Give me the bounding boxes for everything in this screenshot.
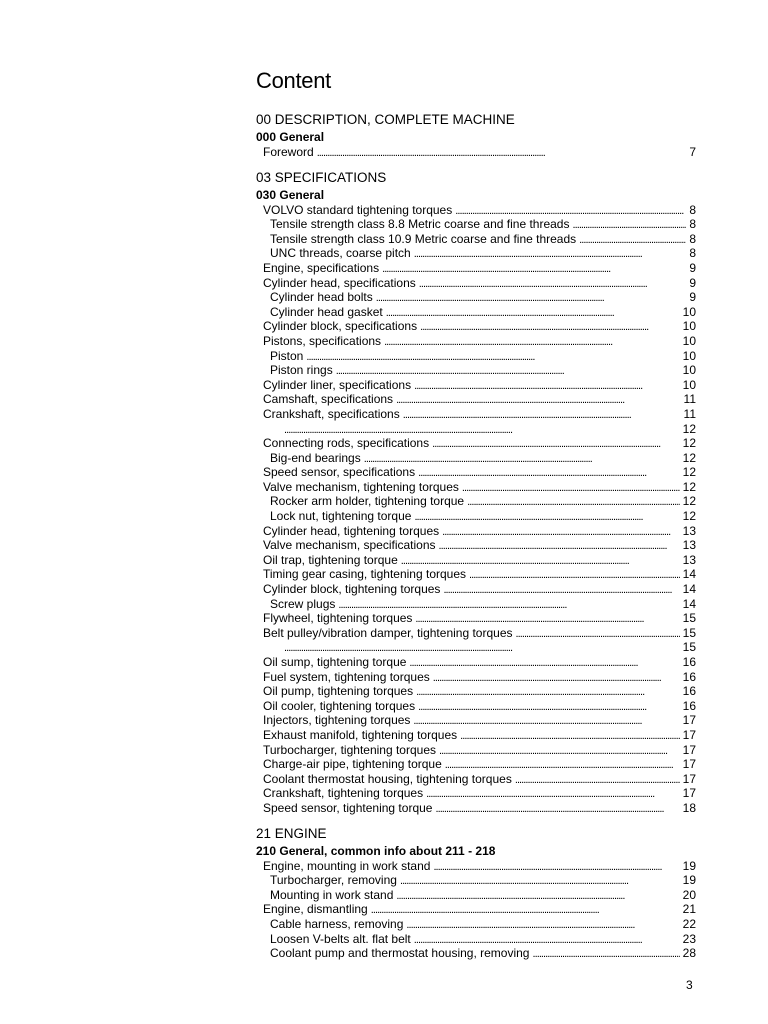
entry-label: Fuel system, tightening torques	[263, 669, 430, 684]
toc-entry[interactable]	[256, 713, 696, 728]
toc-entry[interactable]	[256, 480, 696, 495]
entry-label: Pistons, specifications	[263, 333, 382, 348]
toc-entry[interactable]	[256, 319, 696, 334]
entry-label: Coolant thermostat housing, tightening torques	[263, 771, 512, 786]
dot-leader	[432, 436, 680, 452]
entry-label: Cylinder liner, specifications	[263, 377, 412, 392]
toc-entry[interactable]	[256, 392, 696, 407]
entry-page: 14	[682, 596, 696, 611]
toc-entry[interactable]	[256, 801, 696, 816]
dot-leader	[572, 217, 686, 233]
entry-page: 20	[682, 887, 696, 902]
toc-entry[interactable]	[256, 728, 696, 743]
entry-label: Lock nut, tightening torque	[270, 509, 412, 524]
toc-entry[interactable]	[256, 494, 696, 509]
entry-page: 28	[682, 946, 696, 961]
page-title: Content	[256, 68, 331, 93]
entry-page: 23	[682, 931, 696, 946]
entry-page: 9	[689, 290, 696, 305]
entry-page: 21	[682, 902, 696, 917]
entry-page: 12	[682, 450, 696, 465]
entry-label: Cylinder head bolts	[270, 290, 373, 305]
dot-leader	[414, 509, 679, 525]
toc-entry[interactable]	[256, 246, 696, 261]
entry-page: 12	[682, 465, 696, 480]
entry-page: 8	[689, 231, 696, 246]
entry-label: Connecting rods, specifications	[263, 436, 430, 451]
toc-entry[interactable]	[256, 290, 696, 305]
dot-leader	[384, 334, 680, 350]
entry-page: 10	[682, 377, 696, 392]
toc-entry[interactable]	[256, 524, 696, 539]
toc-entry[interactable]	[256, 305, 696, 320]
entry-label: Cylinder head, tightening torques	[263, 523, 440, 538]
entry-label: UNC threads, coarse pitch	[270, 246, 411, 261]
toc-entry[interactable]	[256, 553, 696, 568]
table-of-contents	[256, 64, 696, 961]
entry-label: Foreword	[263, 145, 314, 159]
entry-label: Crankshaft, tightening torques	[263, 786, 424, 801]
entry-page: 15	[682, 625, 696, 640]
entry-label: Rocker arm holder, tightening torque	[270, 494, 465, 509]
entry-label: Loosen V-belts alt. flat belt	[270, 931, 411, 946]
entry-label: Cable harness, removing	[270, 916, 404, 931]
toc-entry[interactable]	[256, 349, 696, 364]
dot-leader	[579, 232, 686, 248]
toc-entry[interactable]	[256, 626, 696, 641]
entry-page: 15	[682, 611, 696, 626]
entry-page: 12	[682, 436, 696, 451]
toc-entry[interactable]	[256, 684, 696, 699]
entry-page: 9	[689, 260, 696, 275]
toc-entry[interactable]	[256, 422, 696, 437]
toc-entry[interactable]	[256, 932, 696, 947]
entry-page: 10	[682, 333, 696, 348]
entry-label: Speed sensor, specifications	[263, 465, 416, 480]
entry-page: 11	[683, 406, 696, 421]
dot-leader	[284, 422, 680, 438]
toc-entry[interactable]	[256, 888, 696, 903]
toc-entry[interactable]	[256, 436, 696, 451]
dot-leader	[338, 597, 679, 613]
dot-leader	[418, 699, 680, 715]
dot-leader	[433, 859, 679, 875]
entry-page: 13	[682, 538, 696, 553]
toc-entry[interactable]	[256, 902, 696, 917]
dot-leader	[414, 246, 687, 262]
entry-page: 17	[682, 742, 696, 757]
dot-leader	[416, 684, 680, 700]
entry-label: Engine, mounting in work stand	[263, 858, 431, 873]
dot-leader	[415, 611, 679, 627]
dot-leader	[396, 392, 680, 408]
dot-leader	[443, 582, 679, 598]
dot-leader	[382, 261, 686, 277]
entry-label: Piston rings	[270, 363, 333, 378]
entry-label: Engine, dismantling	[263, 902, 368, 917]
entry-page: 14	[682, 567, 696, 582]
entry-page: 13	[682, 552, 696, 567]
entry-label: Valve mechanism, specifications	[263, 538, 436, 553]
toc-section	[256, 168, 696, 816]
toc-entry[interactable]	[256, 859, 696, 874]
toc-entry[interactable]	[256, 145, 696, 160]
dot-leader	[401, 553, 680, 569]
toc-entry[interactable]	[256, 451, 696, 466]
entry-page: 11	[683, 392, 696, 407]
toc-entry[interactable]	[256, 670, 696, 685]
entry-label: Camshaft, specifications	[263, 392, 394, 407]
toc-entry[interactable]	[256, 582, 696, 597]
dot-leader	[419, 276, 687, 292]
entry-label: Timing gear casing, tightening torques	[263, 567, 467, 582]
toc-entry[interactable]	[256, 699, 696, 714]
entry-page: 17	[682, 786, 696, 801]
entry-page: 9	[689, 275, 696, 290]
entry-page: 13	[682, 523, 696, 538]
entry-label: Oil cooler, tightening torques	[263, 698, 416, 713]
dot-leader	[433, 670, 680, 686]
dot-leader	[336, 363, 680, 379]
dot-leader	[515, 772, 680, 788]
entry-page: 7	[689, 145, 696, 159]
entry-label: Piston	[270, 348, 304, 363]
toc-entry[interactable]	[256, 232, 696, 247]
dot-leader	[406, 917, 679, 933]
entry-page: 8	[689, 246, 696, 261]
dot-leader	[439, 538, 680, 554]
entry-page: 8	[689, 202, 696, 217]
section-title: 21 ENGINE	[256, 825, 327, 841]
section-title: 00 DESCRIPTION, COMPLETE MACHINE	[256, 112, 515, 127]
entry-page: 12	[682, 421, 696, 436]
entry-label: Oil pump, tightening torques	[263, 684, 414, 699]
toc-entry[interactable]	[256, 743, 696, 758]
entry-page: 17	[682, 713, 696, 728]
entry-page: 22	[682, 916, 696, 931]
dot-leader	[413, 713, 679, 729]
entry-label: Belt pulley/vibration damper, tightening torques	[263, 625, 513, 640]
entry-label: Turbocharger, removing	[270, 873, 397, 888]
dot-leader	[376, 290, 687, 306]
toc-entry[interactable]	[256, 509, 696, 524]
entry-page: 12	[682, 509, 696, 524]
toc-entry[interactable]	[256, 757, 696, 772]
entry-label: Big-end bearings	[270, 450, 361, 465]
entry-page: 16	[682, 698, 696, 713]
group-title: 030 General	[256, 187, 325, 202]
entry-label: Cylinder block, specifications	[263, 319, 418, 334]
toc-entry[interactable]	[256, 378, 696, 393]
entry-label: Flywheel, tightening torques	[263, 611, 413, 626]
entry-label: Tensile strength class 10.9 Metric coarse and fine threads	[270, 231, 577, 246]
dot-leader	[306, 349, 679, 365]
entry-label: Mounting in work stand	[270, 887, 394, 902]
entry-page: 18	[682, 800, 696, 815]
dot-leader	[445, 757, 680, 773]
dot-leader	[442, 524, 680, 540]
toc-entry[interactable]	[256, 786, 696, 801]
toc-section	[256, 824, 696, 961]
dot-leader	[364, 451, 680, 467]
toc-entry[interactable]	[256, 917, 696, 932]
entry-label: Screw plugs	[270, 596, 336, 611]
dot-leader	[414, 378, 680, 394]
entry-label: Cylinder head, specifications	[263, 275, 416, 290]
entry-page: 10	[682, 319, 696, 334]
entry-label: Speed sensor, tightening torque	[263, 800, 433, 815]
toc-body	[256, 110, 696, 961]
toc-entry[interactable]	[256, 465, 696, 480]
dot-leader	[516, 626, 680, 642]
dot-leader	[409, 655, 679, 671]
dot-leader	[386, 305, 680, 321]
entry-page: 19	[682, 858, 696, 873]
toc-entry[interactable]	[256, 217, 696, 232]
entry-page: 10	[682, 304, 696, 319]
toc-entry[interactable]	[256, 567, 696, 582]
toc-entry[interactable]	[256, 611, 696, 626]
dot-leader	[439, 743, 680, 759]
dot-leader	[400, 873, 680, 889]
toc-entry[interactable]	[256, 407, 696, 422]
entry-page: 19	[682, 873, 696, 888]
dot-leader	[403, 407, 681, 423]
dot-leader	[532, 946, 679, 962]
entry-label: Turbocharger, tightening torques	[263, 742, 436, 757]
entry-label: Charge-air pipe, tightening torque	[263, 757, 442, 772]
entry-label: Coolant pump and thermostat housing, removing	[270, 946, 530, 961]
entry-page: 10	[682, 363, 696, 378]
dot-leader	[460, 728, 680, 744]
toc-section	[256, 110, 696, 160]
entry-label: Injectors, tightening torques	[263, 713, 411, 728]
entry-page: 10	[682, 348, 696, 363]
toc-entry[interactable]	[256, 655, 696, 670]
entry-label: Engine, specifications	[263, 260, 380, 275]
toc-entry[interactable]	[256, 334, 696, 349]
toc-entry[interactable]	[256, 946, 696, 961]
dot-leader	[284, 640, 680, 656]
dot-leader	[469, 567, 680, 583]
entry-label: Oil trap, tightening torque	[263, 552, 398, 567]
entry-label: Exhaust manifold, tightening torques	[263, 727, 458, 742]
dot-leader	[426, 786, 680, 802]
entry-page: 15	[682, 640, 696, 655]
dot-leader	[455, 203, 686, 219]
dot-leader	[317, 145, 687, 161]
dot-leader	[414, 932, 680, 948]
entry-page: 16	[682, 684, 696, 699]
entry-page: 8	[689, 217, 696, 232]
dot-leader	[418, 465, 680, 481]
entry-label: Crankshaft, specifications	[263, 406, 400, 421]
section-title: 03 SPECIFICATIONS	[256, 169, 387, 185]
entry-label: VOLVO standard tightening torques	[263, 202, 453, 217]
dot-leader	[467, 494, 680, 510]
entry-page: 12	[682, 479, 696, 494]
entry-page: 12	[682, 494, 696, 509]
toc-entry[interactable]	[256, 873, 696, 888]
page-number: 3	[686, 978, 693, 992]
dot-leader	[420, 319, 680, 335]
entry-label: Tensile strength class 8.8 Metric coarse and fine threads	[270, 217, 570, 232]
entry-label: Cylinder block, tightening torques	[263, 582, 441, 597]
dot-leader	[435, 801, 679, 817]
entry-page: 17	[682, 757, 696, 772]
entry-label: Oil sump, tightening torque	[263, 655, 407, 669]
dot-leader	[462, 480, 680, 496]
toc-entry[interactable]	[256, 597, 696, 612]
group-title: 000 General	[256, 130, 325, 144]
entry-label: Cylinder head gasket	[270, 304, 383, 319]
entry-page: 17	[682, 727, 696, 742]
toc-entry[interactable]	[256, 276, 696, 291]
toc-entry[interactable]	[256, 640, 696, 655]
entry-page: 17	[682, 771, 696, 786]
toc-entry[interactable]	[256, 363, 696, 378]
toc-entry[interactable]	[256, 772, 696, 787]
entry-label: Valve mechanism, tightening torques	[263, 479, 459, 494]
toc-entry[interactable]	[256, 538, 696, 553]
entry-page: 14	[682, 582, 696, 597]
entry-page: 16	[682, 669, 696, 684]
dot-leader	[371, 902, 680, 918]
dot-leader	[396, 888, 679, 904]
entry-page: 16	[682, 655, 696, 669]
toc-entry[interactable]	[256, 261, 696, 276]
toc-entry[interactable]	[256, 203, 696, 218]
group-title: 210 General, common info about 211 - 218	[256, 843, 496, 858]
